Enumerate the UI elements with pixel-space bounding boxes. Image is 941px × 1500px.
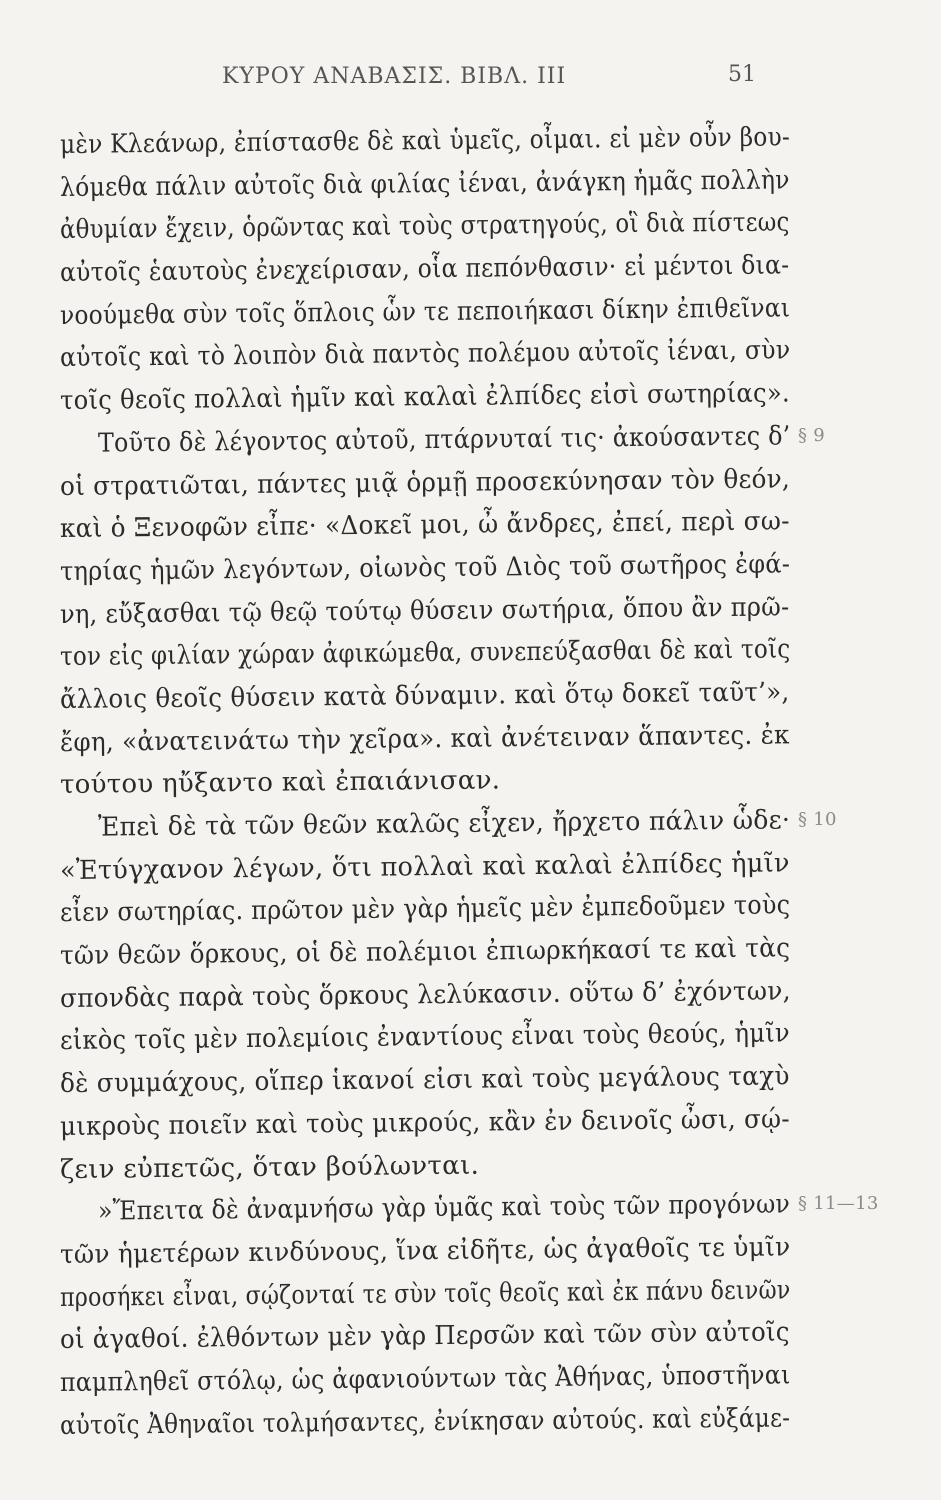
line-text: οἱ στρατιῶται, πάντες μιᾷ ὁρμῇ προσεκύνησαν τὸν θεόν, <box>59 463 791 502</box>
line-text: λόμεθα πάλιν αὐτοῖς διὰ φιλίας ἰέναι, ἀνάγκη ἡμᾶς πολλὴν <box>59 165 790 203</box>
line-text: νοούμεθα σὺν τοῖς ὅπλοις ὧν τε πεποιήκασι δίκην ἐπιθεῖναι <box>59 293 791 331</box>
line-text: Ἐπεὶ δὲ τὰ τῶν θεῶν καλῶς εἶχεν, ἤρχετο πάλιν ὧδε· <box>97 805 791 843</box>
line-text: αὐτοῖς Ἀθηναῖοι τολμήσαντες, ἐνίκησαν αὐτούς. καὶ εὐξάμε- <box>59 1402 791 1441</box>
page-number: 51 <box>728 62 756 87</box>
text-line <box>60 1183 879 1233</box>
text-line <box>60 244 800 294</box>
text-line <box>60 500 800 550</box>
text-line <box>60 1226 800 1276</box>
running-head: ΚΥΡΟΥ ΑΝΑΒΑΣΙΣ. ΒΙΒΛ. III <box>222 64 567 89</box>
line-text: τούτου ηὔξαντο καὶ ἐπαιάνισαν. <box>59 765 501 801</box>
line-text: παμπληθεῖ στόλῳ, ὡς ἀφανιούντων τὰς Ἀθήνας, ὑποστῆναι <box>59 1360 791 1398</box>
line-text: ἄλλοις θεοῖς θύσειν κατὰ δύναμιν. καὶ ὅτῳ δοκεῖ ταῦτ’», <box>59 677 790 715</box>
text-line <box>60 1397 800 1447</box>
line-text: τῶν θεῶν ὅρκους, οἱ δὲ πολέμιοι ἐπιωρκήκασί τε καὶ τὰς <box>59 933 791 972</box>
section-marker: § 11—13 <box>797 1193 879 1215</box>
text-line <box>60 372 800 422</box>
section-marker: § 9 <box>797 424 826 446</box>
line-text: ἔφη, «ἀνατεινάτω τὴν χεῖρα». καὶ ἀνέτειναν ἅπαντες. ἐκ <box>59 719 790 758</box>
text-line <box>60 799 837 849</box>
line-text: »Ἔπειτα δὲ ἀναμνήσω γὰρ ὑμᾶς καὶ τοὺς τῶν προγόνων <box>97 1189 791 1227</box>
line-text: ζειν εὐπετῶς, ὅταν βούλωνται. <box>59 1150 480 1185</box>
line-text: οἱ ἀγαθοί. ἐλθόντων μὲν γὰρ Περσῶν καὶ τῶν σὺν αὐτοῖς <box>59 1317 790 1356</box>
text-line <box>60 543 800 593</box>
line-text: καὶ ὁ Ξενοφῶν εἶπε· «Δοκεῖ μοι, ὦ ἄνδρες, ἐπεί, περὶ σω- <box>59 506 790 545</box>
line-text: αὐτοῖς καὶ τὸ λοιπὸν διὰ παντὸς πολέμου αὐτοῖς ἰέναι, σὺν <box>59 335 791 374</box>
line-text: εἰκὸς τοῖς μὲν πολεμίοις ἐναντίους εἶναι τοὺς θεούς, ἡμῖν <box>59 1018 791 1057</box>
line-text: νη, εὔξασθαι τῷ θεῷ τούτῳ θύσειν σωτήρια, ὅπου ἂν πρῶ- <box>59 591 790 630</box>
line-text: «Ἐτύγχανον λέγων, ὅτι πολλαὶ καὶ καλαὶ ἐλπίδες ἡμῖν <box>59 848 790 886</box>
line-text: εἶεν σωτηρίας. πρῶτον μὲν γὰρ ἡμεῖς μὲν ἐμπεδοῦμεν τοὺς <box>59 890 791 929</box>
text-line <box>60 671 800 721</box>
text-line <box>60 927 800 977</box>
line-text: σπονδὰς παρὰ τοὺς ὅρκους λελύκασιν. οὕτω δ’ ἐχόντων, <box>59 976 791 1014</box>
line-text: τῶν ἡμετέρων κινδύνους, ἵνα εἰδῆτε, ὡς ἀγαθοῖς τε ὑμῖν <box>59 1232 791 1270</box>
line-text: αὐτοῖς ἑαυτοὺς ἐνεχείρισαν, οἷα πεπόνθασιν· εἰ μέντοι δια- <box>59 250 790 289</box>
line-text: τηρίας ἡμῶν λεγόντων, οἰωνὸς τοῦ Διὸς τοῦ σωτῆρος ἐφά- <box>59 549 791 587</box>
line-text: μὲν Κλεάνωρ, ἐπίστασθε δὲ καὶ ὑμεῖς, οἶμαι. εἰ μὲν οὖν βου- <box>59 122 791 160</box>
line-text: δὲ συμμάχους, οἵπερ ἱκανοί εἰσι καὶ τοὺς μεγάλους ταχὺ <box>59 1061 790 1100</box>
text-line <box>60 1312 800 1362</box>
text-line <box>60 1098 800 1148</box>
text-line <box>60 629 800 679</box>
text-line <box>60 1354 800 1404</box>
section-marker: § 10 <box>797 809 837 831</box>
main-text <box>59 122 879 1447</box>
line-text: Τοῦτο δὲ λέγοντος αὐτοῦ, πτάρνυταί τις· ἀκούσαντες δ’ <box>97 421 791 459</box>
text-line <box>60 116 800 166</box>
line-text: τοῖς θεοῖς πολλαὶ ἡμῖν καὶ καλαὶ ἐλπίδες εἰσὶ σωτηρίας». <box>59 378 791 417</box>
line-text: προσήκει εἶναι, σῴζονταί τε σὺν τοῖς θεοῖς καὶ ἐκ πάνυ δεινῶν <box>59 1274 791 1313</box>
text-line <box>60 415 826 465</box>
line-text: μικροὺς ποιεῖν καὶ τοὺς μικρούς, κἂν ἐν δεινοῖς ὦσι, σῴ- <box>59 1104 790 1142</box>
line-text: τον εἰς φιλίαν χώραν ἀφικώμεθα, συνεπεύξασθαι δὲ καὶ τοῖς <box>59 634 791 673</box>
line-text: ἀθυμίαν ἔχειν, ὁρῶντας καὶ τοὺς στρατηγούς, οἳ διὰ πίστεως <box>59 207 790 246</box>
text-line <box>60 1055 800 1105</box>
